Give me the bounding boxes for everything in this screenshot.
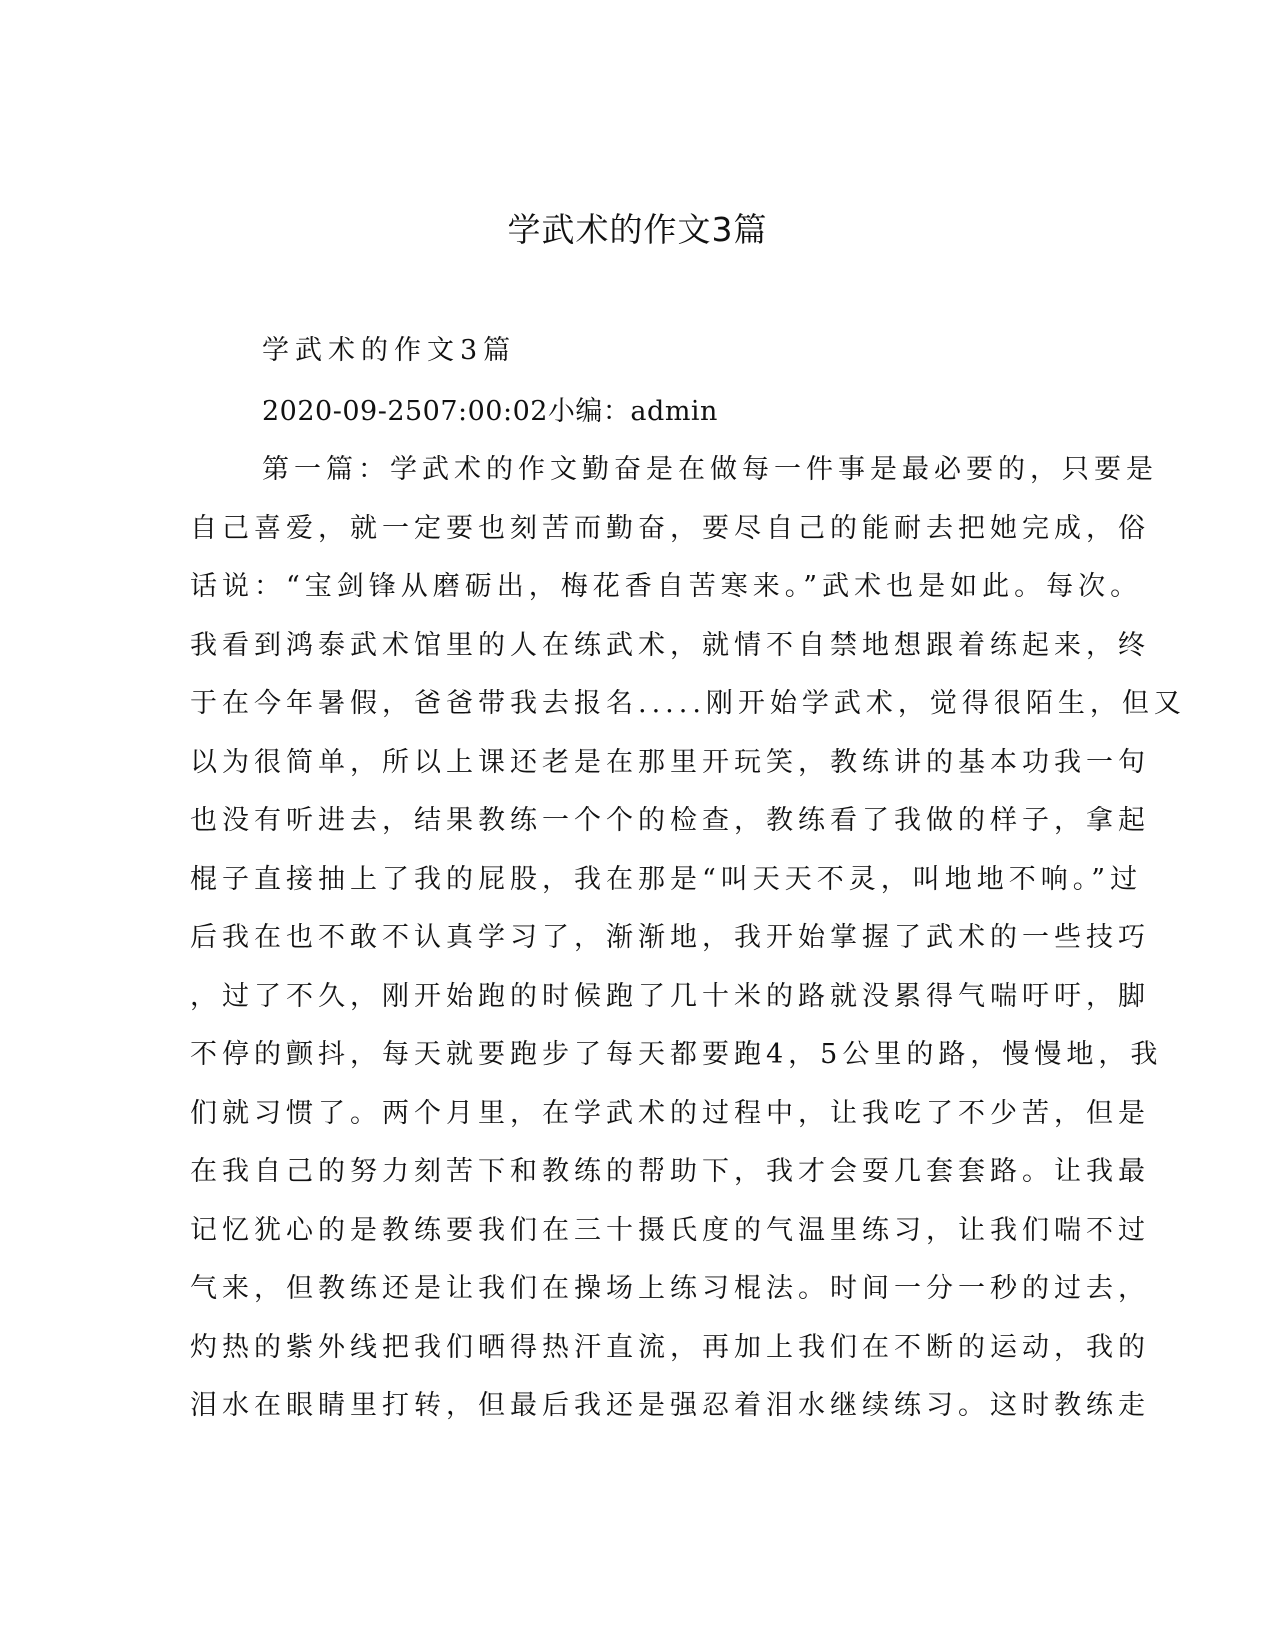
body-line: 气来，但教练还是让我们在操场上练习棍法。时间一分一秒的过去， xyxy=(190,1273,1150,1304)
body-line: 也没有听进去，结果教练一个个的检查，教练看了我做的样子，拿起 xyxy=(190,805,1150,836)
body-line: ，过了不久，刚开始跑的时候跑了几十米的路就没累得气喘吁吁，脚 xyxy=(190,981,1150,1012)
body-line: 于在今年暑假，爸爸带我去报名.....刚开始学武术，觉得很陌生，但又 xyxy=(190,688,1186,719)
body-line: 记忆犹心的是教练要我们在三十摄氏度的气温里练习，让我们喘不过 xyxy=(190,1215,1150,1246)
body-line: 自己喜爱，就一定要也刻苦而勤奋，要尽自己的能耐去把她完成，俗 xyxy=(190,513,1150,544)
body-line: 灼热的紫外线把我们晒得热汗直流，再加上我们在不断的运动，我的 xyxy=(190,1332,1150,1363)
body-line: 在我自己的努力刻苦下和教练的帮助下，我才会耍几套套路。让我最 xyxy=(190,1156,1150,1187)
body-line: 第一篇：学武术的作文勤奋是在做每一件事是最必要的，只要是 xyxy=(262,454,1158,485)
body-line: 不停的颤抖，每天就要跑步了每天都要跑4，5公里的路，慢慢地，我 xyxy=(190,1039,1163,1070)
document-subtitle: 学武术的作文3篇 xyxy=(262,335,517,366)
body-line: 我看到鸿泰武术馆里的人在练武术，就情不自禁地想跟着练起来，终 xyxy=(190,630,1150,661)
body-line: 以为很简单，所以上课还老是在那里开玩笑，教练讲的基本功我一句 xyxy=(190,747,1150,778)
body-line: 话说：“宝剑锋从磨砺出，梅花香自苦寒来。”武术也是如此。每次。 xyxy=(190,571,1143,602)
document-meta: 2020-09-2507:00:02小编：admin xyxy=(262,396,718,427)
body-line: 泪水在眼睛里打转，但最后我还是强忍着泪水继续练习。这时教练走 xyxy=(190,1390,1150,1421)
body-line: 们就习惯了。两个月里，在学武术的过程中，让我吃了不少苦，但是 xyxy=(190,1098,1150,1129)
body-line: 棍子直接抽上了我的屁股，我在那是“叫天天不灵，叫地地不响。”过 xyxy=(190,864,1143,895)
body-line: 后我在也不敢不认真学习了，渐渐地，我开始掌握了武术的一些技巧 xyxy=(190,922,1150,953)
document-title: 学武术的作文3篇 xyxy=(507,210,768,249)
